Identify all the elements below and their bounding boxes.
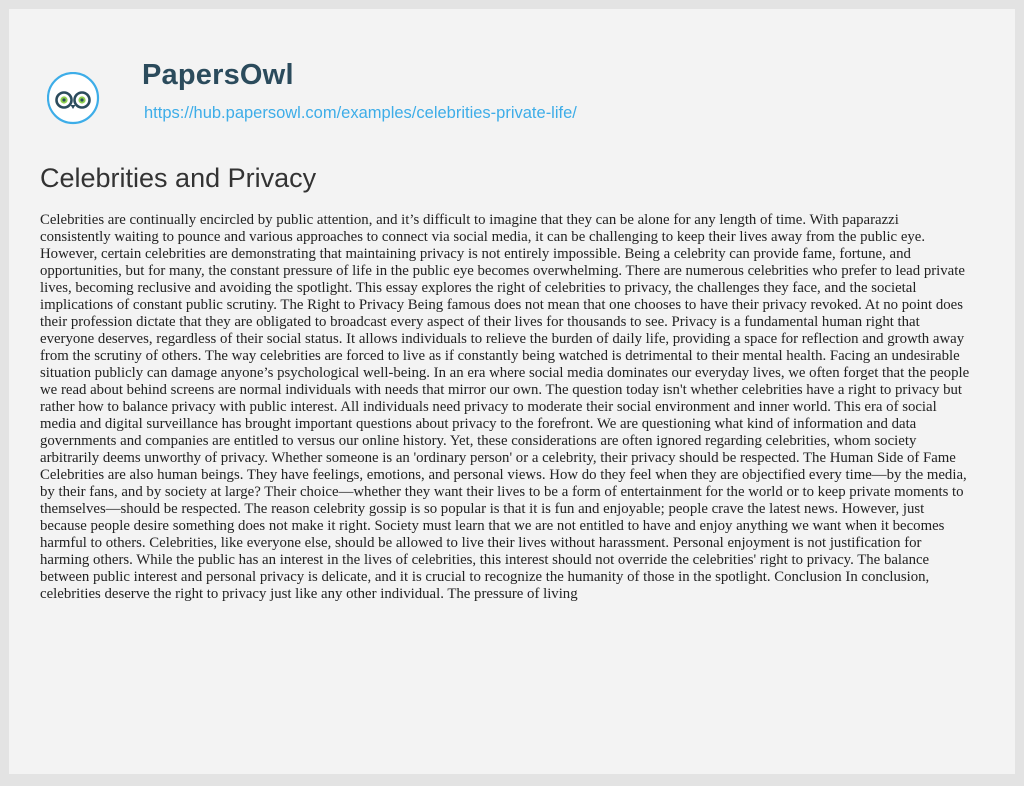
essay-body-text: Celebrities are continually encircled by public attention, and it’s difficult to imagine that they can be alone for any length of time. With paparazzi consistently waiting to pounce and various approaches to connect via social media, it can be challenging to keep their lives away from the public eye. However, certain celebrities are demonstrating that maintaining privacy is not entirely impossible. Being a celebrity can provide fame, fortune, and opportunities, but for many, the constant pressure of life in the public eye becomes overwhelming. There are numerous celebrities who prefer to lead private lives, becoming reclusive and avoiding the spotlight. This essay explores the right of celebrities to privacy, the challenges they face, and the societal implications of constant public scrutiny. The Right to Privacy Being famous does not mean that one chooses to have their privacy revoked. At no point does their profession dictate that they are obligated to broadcast every aspect of their lives for thousands to see. Privacy is a fundamental human right that everyone deserves, regardless of their social status. It allows individuals to relieve the burden of daily life, providing a space for reflection and growth away from the scrutiny of others. The way celebrities are forced to live as if constantly being watched is detrimental to their mental health. Facing an undesirable situation publicly can damage anyone’s psychological well-being. In an era where social media dominates our everyday lives, we often forget that the people we read about behind screens are normal individuals with needs that mirror our own. The question today isn't whether celebrities have a right to privacy but rather how to balance privacy with public interest. All individuals need privacy to moderate their social environment and inner world. This era of social media and digital surveillance has brought important questions about privacy to the forefront. We are questioning what kind of information and data governments and companies are entitled to versus our online history. Yet, these considerations are often ignored regarding celebrities, whom society arbitrarily deems unworthy of privacy. Whether someone is an 'ordinary person' or a celebrity, their privacy should be respected. The Human Side of Fame Celebrities are also human beings. They have feelings, emotions, and personal views. How do they feel when they are objectified every time—by the media, by their fans, and by society at large? Their choice—whether they want their lives to be a form of entertainment for the world or to keep private moments to themselves—should be respected. The reason celebrity gossip is so popular is that it is fun and enjoyable; people crave the latest news. However, just because people desire something does not make it right. Society must learn that we are not entitled to have and enjoy anything we want when it becomes harmful to others. Celebrities, like everyone else, should be allowed to live their lives without harassment. Personal enjoyment is not justification for harming others. While the public has an interest in the lives of celebrities, this interest should not override the celebrities' right to privacy. The balance between public interest and personal privacy is delicate, and it is crucial to recognize the humanity of those in the spotlight. Conclusion In conclusion, celebrities deserve the right to privacy just like any other individual. The pressure of living bbox=[40, 212, 970, 602]
document-title: Celebrities and Privacy bbox=[40, 163, 317, 193]
owl-eyes-icon bbox=[47, 72, 127, 152]
brand-name: PapersOwl bbox=[142, 59, 294, 91]
source-url-link[interactable]: https://hub.papersowl.com/examples/celebrities-private-life/ bbox=[144, 104, 577, 122]
site-header bbox=[47, 55, 747, 135]
